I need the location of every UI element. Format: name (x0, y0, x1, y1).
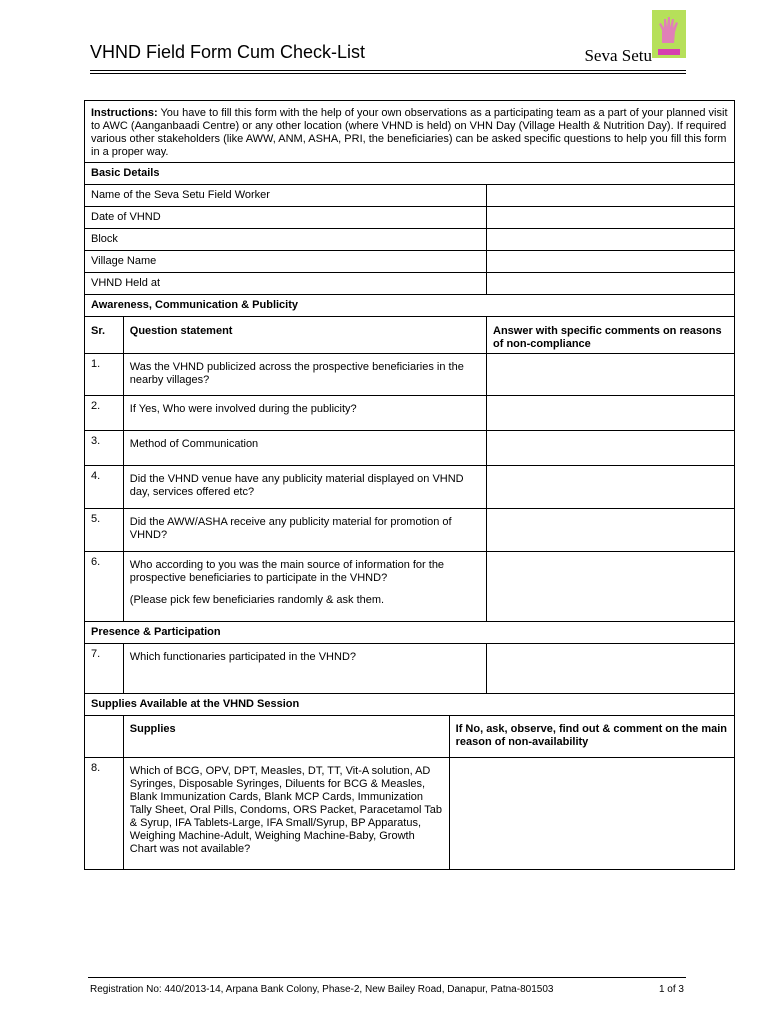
answer-cell[interactable] (487, 552, 735, 622)
question-sr: 1. (85, 354, 124, 396)
page-number: 1 of 3 (658, 984, 684, 995)
section-supplies: Supplies Available at the VHND Session (85, 694, 735, 716)
section-basic-details: Basic Details (85, 163, 735, 185)
field-label-date: Date of VHND (85, 207, 487, 229)
instructions-label: Instructions: (91, 107, 158, 119)
page-title: VHND Field Form Cum Check-List (90, 42, 366, 62)
footer-address: Registration No: 440/2013-14, Arpana Bank Colony, Phase-2, New Bailey Road, Danapur, Patna-801503 (90, 984, 554, 995)
logo-text: Seva Setu (584, 46, 652, 65)
logo-brand-strip (658, 49, 680, 55)
column-header-sr: Sr. (85, 317, 124, 354)
seva-setu-logo (652, 10, 686, 58)
question-text: Was the VHND publicized across the prospective beneficiaries in the nearby villages? (123, 354, 486, 396)
question-text: Which functionaries participated in the VHND? (123, 644, 486, 694)
header-rule (90, 70, 686, 71)
answer-cell[interactable] (487, 509, 735, 552)
field-label-held-at: VHND Held at (85, 273, 487, 295)
question-cell (123, 552, 486, 622)
question-text: Which of BCG, OPV, DPT, Measles, DT, TT, Vit-A solution, AD Syringes, Disposable Syringes, Diluents for BCG & Measles, Blank Immunization Cards, Blank MCP Cards, Immunization Tally Sheet, Oral Pills, Condoms, ORS Packet, Paracetamol Tab & Syrup, IFA Tablets-Large, IFA Small/Syrup, BP Apparatus, Weighing Machine-Adult, Weighing Machine-Baby, Growth Chart was not available? (123, 758, 449, 870)
field-label-worker-name: Name of the Seva Setu Field Worker (85, 185, 487, 207)
column-header-question: Question statement (123, 317, 486, 354)
question-sr: 4. (85, 466, 124, 509)
header-rule-secondary (90, 73, 686, 74)
section-awareness: Awareness, Communication & Publicity (85, 295, 735, 317)
section-presence: Presence & Participation (85, 622, 735, 644)
instructions (85, 101, 735, 163)
column-header-answer: Answer with specific comments on reasons of non-compliance (487, 317, 735, 354)
footer-rule (88, 977, 686, 978)
answer-cell[interactable] (487, 644, 735, 694)
field-label-village: Village Name (85, 251, 487, 273)
supplies-sr-header (85, 716, 124, 758)
question-note: (Please pick few beneficiaries randomly & ask them. (129, 594, 385, 606)
page-header (90, 30, 686, 70)
answer-cell[interactable] (487, 466, 735, 509)
question-sr: 3. (85, 431, 124, 466)
column-header-comment: If No, ask, observe, find out & comment on the main reason of non-availability (449, 716, 734, 758)
question-text: If Yes, Who were involved during the publicity? (123, 396, 486, 431)
question-sr: 7. (85, 644, 124, 694)
instructions-text: You have to fill this form with the help of your own observations as a participating team as a part of your planned visit to AWC (Aanganbaadi Centre) or any other location (where VHND is held) on VHN Day (Village Health & Nutrition Day). If required various other stakeholders (like AWW, ANM, ASHA, PRI, the beneficiaries) can be asked specific questions to help you fill this form in a proper way. (91, 107, 728, 158)
question-text: Method of Communication (123, 431, 486, 466)
hand-icon (656, 16, 682, 44)
field-input-block[interactable] (487, 229, 735, 251)
field-label-block: Block (85, 229, 487, 251)
question-text: Who according to you was the main source of information for the prospective beneficiaries to participate in the VHND? (129, 559, 445, 584)
answer-cell[interactable] (487, 396, 735, 431)
answer-cell[interactable] (487, 354, 735, 396)
answer-cell[interactable] (449, 758, 734, 870)
answer-cell[interactable] (487, 431, 735, 466)
field-input-held-at[interactable] (487, 273, 735, 295)
question-sr: 2. (85, 396, 124, 431)
question-text: Did the VHND venue have any publicity material displayed on VHND day, services offered etc? (123, 466, 486, 509)
question-sr: 8. (85, 758, 124, 870)
question-sr: 5. (85, 509, 124, 552)
field-input-worker-name[interactable] (487, 185, 735, 207)
question-sr: 6. (85, 552, 124, 622)
field-input-village[interactable] (487, 251, 735, 273)
field-input-date[interactable] (487, 207, 735, 229)
vhnd-form-table (84, 100, 735, 870)
column-header-supplies: Supplies (123, 716, 449, 758)
question-text: Did the AWW/ASHA receive any publicity material for promotion of VHND? (123, 509, 486, 552)
